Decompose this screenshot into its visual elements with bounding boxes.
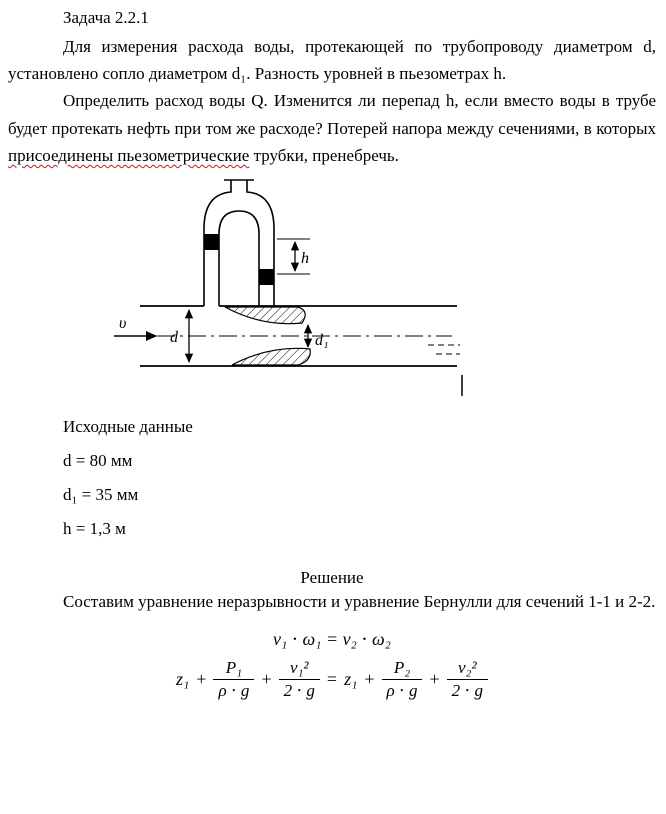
- head-difference-label: h: [301, 249, 309, 267]
- continuity-equation: v₁ ⋅ ω₁ = v₂ ⋅ ω₂: [273, 629, 391, 650]
- nozzle-lower-section: [232, 348, 310, 365]
- data-pipe-diameter: d = 80 мм: [63, 450, 133, 470]
- equals-operator: =: [326, 668, 338, 689]
- nozzle-diameter-label: d₁: [315, 331, 329, 349]
- velocity-fraction-left: [279, 658, 320, 700]
- plus-operator: +: [196, 668, 207, 689]
- two-g-denominator-right: 2 ⋅ g: [451, 680, 483, 700]
- pressure-numerator-left: P₁: [213, 658, 254, 680]
- rho-g-denominator-left: ρ ⋅ g: [218, 680, 250, 700]
- pressure-fraction-left: [213, 658, 254, 700]
- problem-title: Задача 2.2.1: [63, 8, 149, 27]
- plus-operator: +: [261, 668, 272, 689]
- left-piezometer-level-mark: [204, 234, 219, 250]
- z-term-left: z₁: [176, 668, 190, 689]
- problem-statement-paragraph: [8, 33, 656, 87]
- z-term-right: z₁: [344, 668, 358, 689]
- velocity-label: υ: [119, 314, 127, 332]
- two-g-denominator-left: 2 ⋅ g: [283, 680, 315, 700]
- solution-intro-text: Составим уравнение неразрывности и уравнение Бернулли для сечений 1-1 и 2-2.: [63, 591, 656, 611]
- spellchecked-words: присоединены пьезометрические: [8, 145, 250, 165]
- data-head-difference: h = 1,3 м: [63, 518, 126, 538]
- problem-question-paragraph: [8, 87, 656, 169]
- pipe-diameter-label: d: [170, 328, 178, 346]
- data-nozzle-diameter: d₁ = 35 мм: [63, 484, 139, 504]
- plus-operator: +: [429, 668, 440, 689]
- bernoulli-equation: [8, 658, 656, 700]
- right-piezometer-level-mark: [259, 269, 274, 285]
- rho-g-denominator-right: ρ ⋅ g: [386, 680, 418, 700]
- velocity-numerator-left: v₁²: [279, 658, 320, 680]
- plus-operator: +: [364, 668, 375, 689]
- velocity-fraction-right: [447, 658, 488, 700]
- solution-heading: Решение: [300, 567, 364, 587]
- question-text-after: трубки, пренебречь.: [249, 145, 399, 165]
- initial-data-heading: Исходные данные: [63, 416, 193, 436]
- nozzle-flow-diagram: [112, 179, 468, 401]
- question-text-before: Определить расход воды Q. Изменится ли перепад h, если вместо воды в трубе будет протекать нефть при том же расходе? Потерей напора между сечениями, в которых: [8, 91, 656, 138]
- nozzle-upper-section: [225, 307, 305, 324]
- problem-statement-text: Для измерения расхода воды, протекающей по трубопроводу диаметром d, установлено сопло диаметром d₁. Разность уровней в пьезометрах h.: [8, 37, 656, 84]
- solution-intro-paragraph: [8, 588, 656, 615]
- pressure-fraction-right: [382, 658, 423, 700]
- velocity-numerator-right: v₂²: [447, 658, 488, 680]
- pressure-numerator-right: P₂: [382, 658, 423, 680]
- figure-nozzle-flowmeter: [112, 179, 656, 406]
